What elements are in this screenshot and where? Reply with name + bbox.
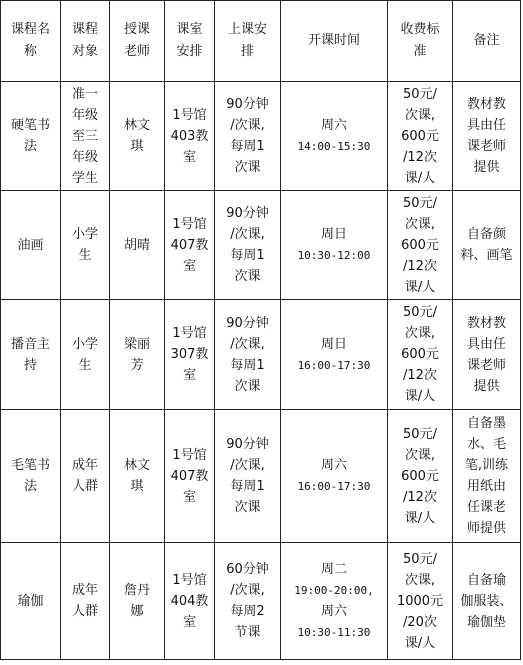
teacher-cell: 林文 琪 [110, 410, 165, 543]
header-teacher [110, 1, 165, 82]
room-cell: 1号馆 404教 室 [165, 543, 215, 660]
header-cell: 开课时间 [307, 33, 360, 48]
table-row [1, 300, 521, 410]
schedule-cell: 90分钟 /次课, 每周1 次课 [215, 82, 281, 191]
schedule-cell: 90分钟 /次课, 每周1 次课 [215, 410, 281, 543]
fee-cell: 50元/ 次课, 600元 /12次 课/人 [388, 300, 453, 410]
table-row [1, 191, 521, 300]
fee-cell: 50元/ 次课, 600元 /12次 课/人 [388, 82, 453, 191]
room-cell: 1号馆 407教 室 [165, 410, 215, 543]
header-cell: 收费标 准 [400, 22, 440, 59]
header-cell: 课程 对象 [71, 22, 98, 59]
start-time-cell: 周日 16:00-17:30 [281, 300, 388, 410]
schedule-cell: 60分钟 /次课, 每周2 节课 [215, 543, 281, 660]
header-course-audience [61, 1, 110, 82]
start-time-cell: 周二 19:00-20:00, 周六 10:30-11:30 [281, 543, 388, 660]
table-header-row [1, 1, 521, 82]
course-name-cell: 毛笔书 法 [1, 410, 61, 543]
course-name-cell: 油画 [1, 191, 61, 300]
teacher-cell: 詹丹 娜 [110, 543, 165, 660]
remarks-cell: 自备瑜 伽服装、 瑜伽垫 [453, 543, 521, 660]
room-cell: 1号馆 307教 室 [165, 300, 215, 410]
schedule-cell: 90分钟 /次课, 每周1 次课 [215, 191, 281, 300]
table-row [1, 82, 521, 191]
teacher-cell: 林文 琪 [110, 82, 165, 191]
header-course-name [1, 1, 61, 82]
header-start-time [281, 1, 388, 82]
header-cell: 课程名 称 [10, 22, 50, 59]
fee-cell: 50元/ 次课, 600元 /12次 课/人 [388, 191, 453, 300]
remarks-cell: 自备颜 料、画笔 [453, 191, 521, 300]
remarks-cell: 教材教 具由任 课老师 提供 [453, 82, 521, 191]
header-cell: 备注 [473, 33, 500, 48]
header-cell: 上课安 排 [227, 22, 267, 59]
table-row [1, 543, 521, 660]
header-cell: 授课 老师 [123, 22, 150, 59]
audience-cell: 小学 生 [61, 191, 110, 300]
start-time-cell: 周六 14:00-15:30 [281, 82, 388, 191]
audience-cell: 小学 生 [61, 300, 110, 410]
start-time-cell: 周日 10:30-12:00 [281, 191, 388, 300]
audience-cell: 准一 年级 至三 年级 学生 [61, 82, 110, 191]
header-fee [388, 1, 453, 82]
table-row [1, 410, 521, 543]
room-cell: 1号馆 407教 室 [165, 191, 215, 300]
teacher-cell: 梁丽 芳 [110, 300, 165, 410]
start-time-cell: 周六 16:00-17:30 [281, 410, 388, 543]
course-name-cell: 瑜伽 [1, 543, 61, 660]
audience-cell: 成年 人群 [61, 543, 110, 660]
header-cell: 课室 安排 [176, 22, 203, 59]
teacher-cell: 胡晴 [110, 191, 165, 300]
fee-cell: 50元/ 次课, 600元 /12次 课/人 [388, 410, 453, 543]
remarks-cell: 自备墨 水、毛 笔,训练 用纸由 任课老 师提供 [453, 410, 521, 543]
header-remarks [453, 1, 521, 82]
header-classroom [165, 1, 215, 82]
course-name-cell: 播音主 持 [1, 300, 61, 410]
header-class-schedule [215, 1, 281, 82]
remarks-cell: 教材教 具由任 课老师 提供 [453, 300, 521, 410]
fee-cell: 50元/ 次课, 1000元 /20次 课/人 [388, 543, 453, 660]
course-name-cell: 硬笔书 法 [1, 82, 61, 191]
schedule-cell: 90分钟 /次课, 每周1 次课 [215, 300, 281, 410]
room-cell: 1号馆 403教 室 [165, 82, 215, 191]
audience-cell: 成年 人群 [61, 410, 110, 543]
